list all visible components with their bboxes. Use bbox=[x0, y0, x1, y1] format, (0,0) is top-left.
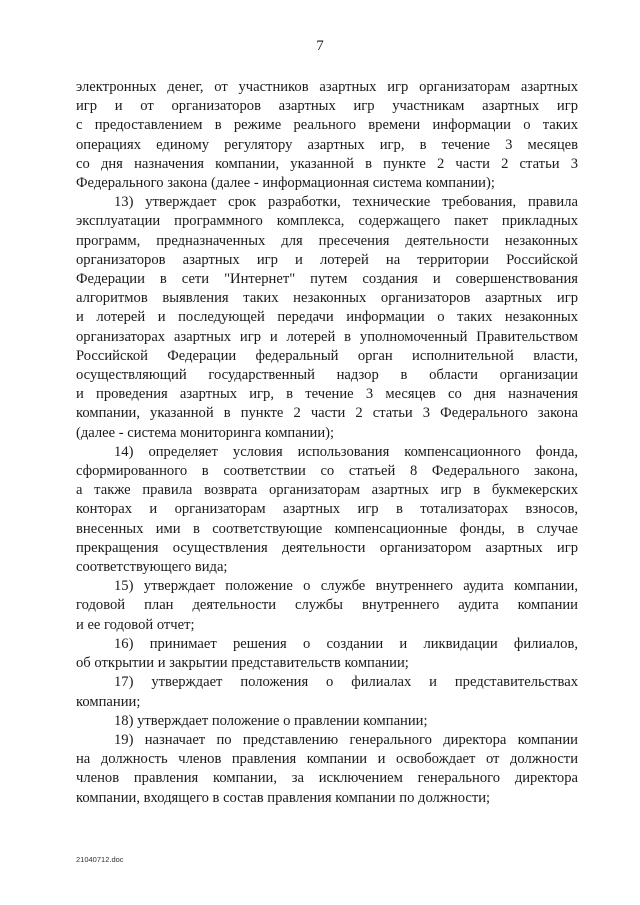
text-line: на должность членов правления компании и освобождает от должности bbox=[76, 751, 578, 768]
text-line: осуществляющий государственный надзор в области организации bbox=[76, 367, 578, 384]
text-line: 15) утверждает положение о службе внутреннего аудита компании, bbox=[114, 578, 578, 595]
text-line: эксплуатации программного комплекса, содержащего пакет прикладных bbox=[76, 213, 578, 230]
text-line: об открытии и закрытии представительств компании; bbox=[76, 655, 409, 672]
text-line: с предоставлением в режиме реального времени информации о таких bbox=[76, 117, 578, 134]
text-line: компании, указанной в пункте 2 части 2 статьи 3 Федерального закона bbox=[76, 405, 578, 422]
text-line: операциях единому регулятору азартных игр, в течение 3 месяцев bbox=[76, 136, 578, 153]
text-line: 17) утверждает положения о филиалах и представительствах bbox=[114, 674, 578, 691]
text-line: Федерального закона (далее - информационная система компании); bbox=[76, 175, 495, 192]
text-line: 18) утверждает положение о правлении компании; bbox=[114, 712, 428, 729]
text-line: организаторов азартных игр и лотерей на территории Российской bbox=[76, 251, 578, 268]
text-line: электронных денег, от участников азартных игр организаторам азартных bbox=[76, 79, 578, 95]
text-line: прекращения осуществления деятельности организатором азартных игр bbox=[76, 539, 578, 556]
paragraph-item-18 bbox=[76, 712, 578, 731]
text-line: со дня назначения компании, указанной в пункте 2 части 2 статьи 3 bbox=[76, 155, 578, 172]
paragraph-item-14 bbox=[76, 443, 578, 577]
text-line: 13) утверждает срок разработки, технические требования, правила bbox=[114, 194, 578, 211]
text-line: программ, предназначенных для пресечения деятельности незаконных bbox=[76, 232, 578, 249]
text-line: и лотерей и последующей передачи информации о таких незаконных bbox=[76, 309, 578, 326]
document-body bbox=[76, 78, 578, 808]
text-line: (далее - система мониторинга компании); bbox=[76, 424, 335, 441]
text-line: членов правления компании, за исключением генерального директора bbox=[76, 770, 578, 787]
text-line: компании; bbox=[76, 693, 141, 710]
text-line: 14) определяет условия использования компенсационного фонда, bbox=[114, 443, 578, 460]
text-line: и ее годовой отчет; bbox=[76, 616, 195, 633]
text-line: годовой план деятельности службы внутреннего аудита компании bbox=[76, 597, 578, 614]
footer-filename: 21040712.doc bbox=[76, 855, 124, 864]
text-line: Российской Федерации федеральный орган исполнительной власти, bbox=[76, 347, 578, 364]
text-line: 19) назначает по представлению генерального директора компании bbox=[114, 731, 578, 748]
text-line: соответствующего вида; bbox=[76, 559, 228, 576]
paragraph-continuation bbox=[76, 78, 578, 193]
paragraph-item-15 bbox=[76, 577, 578, 635]
text-line: компании, входящего в состав правления компании по должности; bbox=[76, 789, 491, 806]
text-line: внесенных ими в соответствующие компенсационные фонды, в случае bbox=[76, 520, 578, 537]
text-line: 16) принимает решения о создании и ликвидации филиалов, bbox=[114, 635, 578, 652]
paragraph-item-16 bbox=[76, 635, 578, 673]
text-line: а также правила возврата организаторам азартных игр в букмекерских bbox=[76, 482, 578, 499]
text-line: Федерации в сети "Интернет" путем создания и совершенствования bbox=[76, 271, 578, 288]
text-line: и проведения азартных игр, в течение 3 месяцев со дня назначения bbox=[76, 386, 578, 403]
text-line: алгоритмов выявления таких незаконных организаторов азартных игр bbox=[76, 290, 578, 307]
paragraph-item-19 bbox=[76, 731, 578, 808]
text-line: игр и от организаторов азартных игр участникам азартных игр bbox=[76, 98, 578, 115]
text-line: конторах и организаторам азартных игр в тотализаторах взносов, bbox=[76, 501, 578, 518]
text-line: сформированного в соответствии со статьей 8 Федерального закона, bbox=[76, 463, 578, 480]
text-line: организаторах азартных игр и лотерей в уполномоченный Правительством bbox=[76, 328, 578, 345]
paragraph-item-13 bbox=[76, 193, 578, 443]
page-number: 7 bbox=[316, 38, 324, 54]
paragraph-item-17 bbox=[76, 673, 578, 711]
